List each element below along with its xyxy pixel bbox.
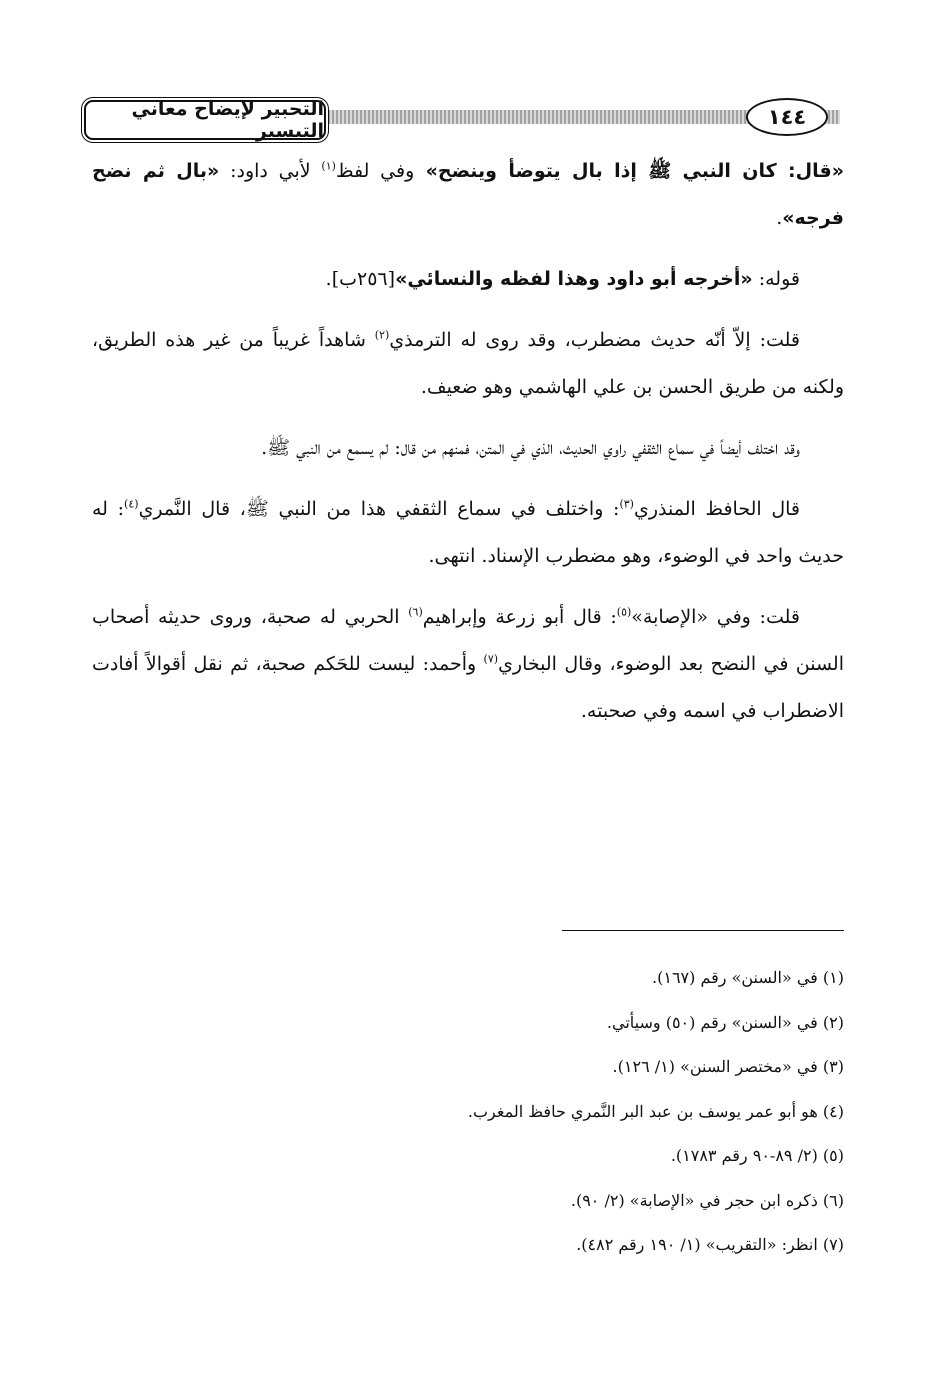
- footnote-divider: [562, 930, 844, 931]
- body-paragraph: [92, 317, 844, 411]
- text-run: لأبي داود:: [219, 160, 322, 182]
- footnote-item: (٤) هو أبو عمر يوسف بن عبد البر النَّمري حافظ المغرب.: [467, 1101, 844, 1121]
- text-run: وفي لفظ: [335, 160, 415, 182]
- text-run: قلت: إلاّ أنّه حديث مضطرب، وقد روى له الترمذي: [389, 329, 800, 351]
- text-run: وقد اختلف أيضاً في سماع الثقفي راوي الحديث، الذي في المتن، فمنهم من قال: لم يسمع من النبي ﷺ.: [261, 437, 800, 459]
- footnote-item: (٧) انظر: «التقريب» (١/ ١٩٠ رقم ٤٨٢).: [576, 1235, 844, 1254]
- body-paragraph: [92, 486, 844, 580]
- footnotes: [144, 956, 844, 1268]
- text-run: قلت: وفي «الإصابة»: [631, 606, 800, 628]
- text-run: : له حديث واحد في الوضوء، وهو مضطرب الإسناد. انتهى.: [92, 498, 844, 567]
- text-run: شاهداً غريباً من غير هذه الطريق، ولكنه من طريق الحسن بن علي الهاشمي وهو ضعيف.: [92, 329, 844, 398]
- footnote-item: (٣) في «مختصر السنن» (١/ ١٢٦).: [612, 1057, 844, 1076]
- footnote-marker: (٥): [616, 605, 632, 619]
- body-paragraph: [92, 148, 844, 242]
- text-run: [٢٥٦ب].: [325, 268, 396, 290]
- text-run: : واختلف في سماع الثقفي هذا من النبي ﷺ، قال النَّمري: [138, 498, 620, 520]
- text-run: قوله:: [752, 268, 800, 290]
- footnote-item: (١) في «السنن» رقم (١٦٧).: [652, 968, 844, 987]
- text-run: الحربي له صحبة، وروى حديثه أصحاب السنن في النضح بعد الوضوء، وقال البخاري: [92, 606, 844, 675]
- text-run: وأحمد: ليست للحَكم صحبة، ثم نقل أقوالاً أفادت الاضطراب في اسمه وفي صحبته.: [92, 653, 844, 722]
- quoted-text: «بال ثم نضح فرجه»: [92, 160, 844, 229]
- book-title: التحبير لإيضاح معاني التيسير: [84, 100, 326, 140]
- footnote-marker: (٧): [483, 652, 499, 666]
- footnote-marker: (٦): [408, 605, 423, 619]
- footnote-marker: (٣): [619, 497, 634, 511]
- footnote-item: (٢) في «السنن» رقم (٥٠) وسيأتي.: [606, 1012, 844, 1032]
- text-run: : قال أبو زرعة وإبراهيم: [422, 606, 617, 628]
- page-header: [84, 98, 840, 142]
- footnote-marker: (١): [321, 159, 336, 173]
- body-paragraph: [92, 425, 844, 472]
- footnote-item: (٥) (٢/ ٨٩-٩٠ رقم ١٧٨٣).: [670, 1146, 844, 1165]
- footnote-marker: (٢): [374, 328, 390, 342]
- text-run: .: [776, 207, 783, 229]
- page-number: ١٤٤: [746, 98, 828, 136]
- footnote-marker: (٤): [124, 497, 139, 511]
- footnote-item: (٦) ذكره ابن حجر في «الإصابة» (٢/ ٩٠).: [570, 1190, 844, 1210]
- quoted-text: «قال: كان النبي ﷺ إذا بال يتوضأ وينضح»: [414, 160, 844, 182]
- quoted-text: «أخرجه أبو داود وهذا لفظه والنسائي»: [395, 268, 753, 290]
- main-text: [92, 148, 844, 749]
- body-paragraph: [92, 594, 844, 735]
- body-paragraph: [92, 256, 844, 303]
- text-run: قال الحافظ المنذري: [633, 498, 800, 520]
